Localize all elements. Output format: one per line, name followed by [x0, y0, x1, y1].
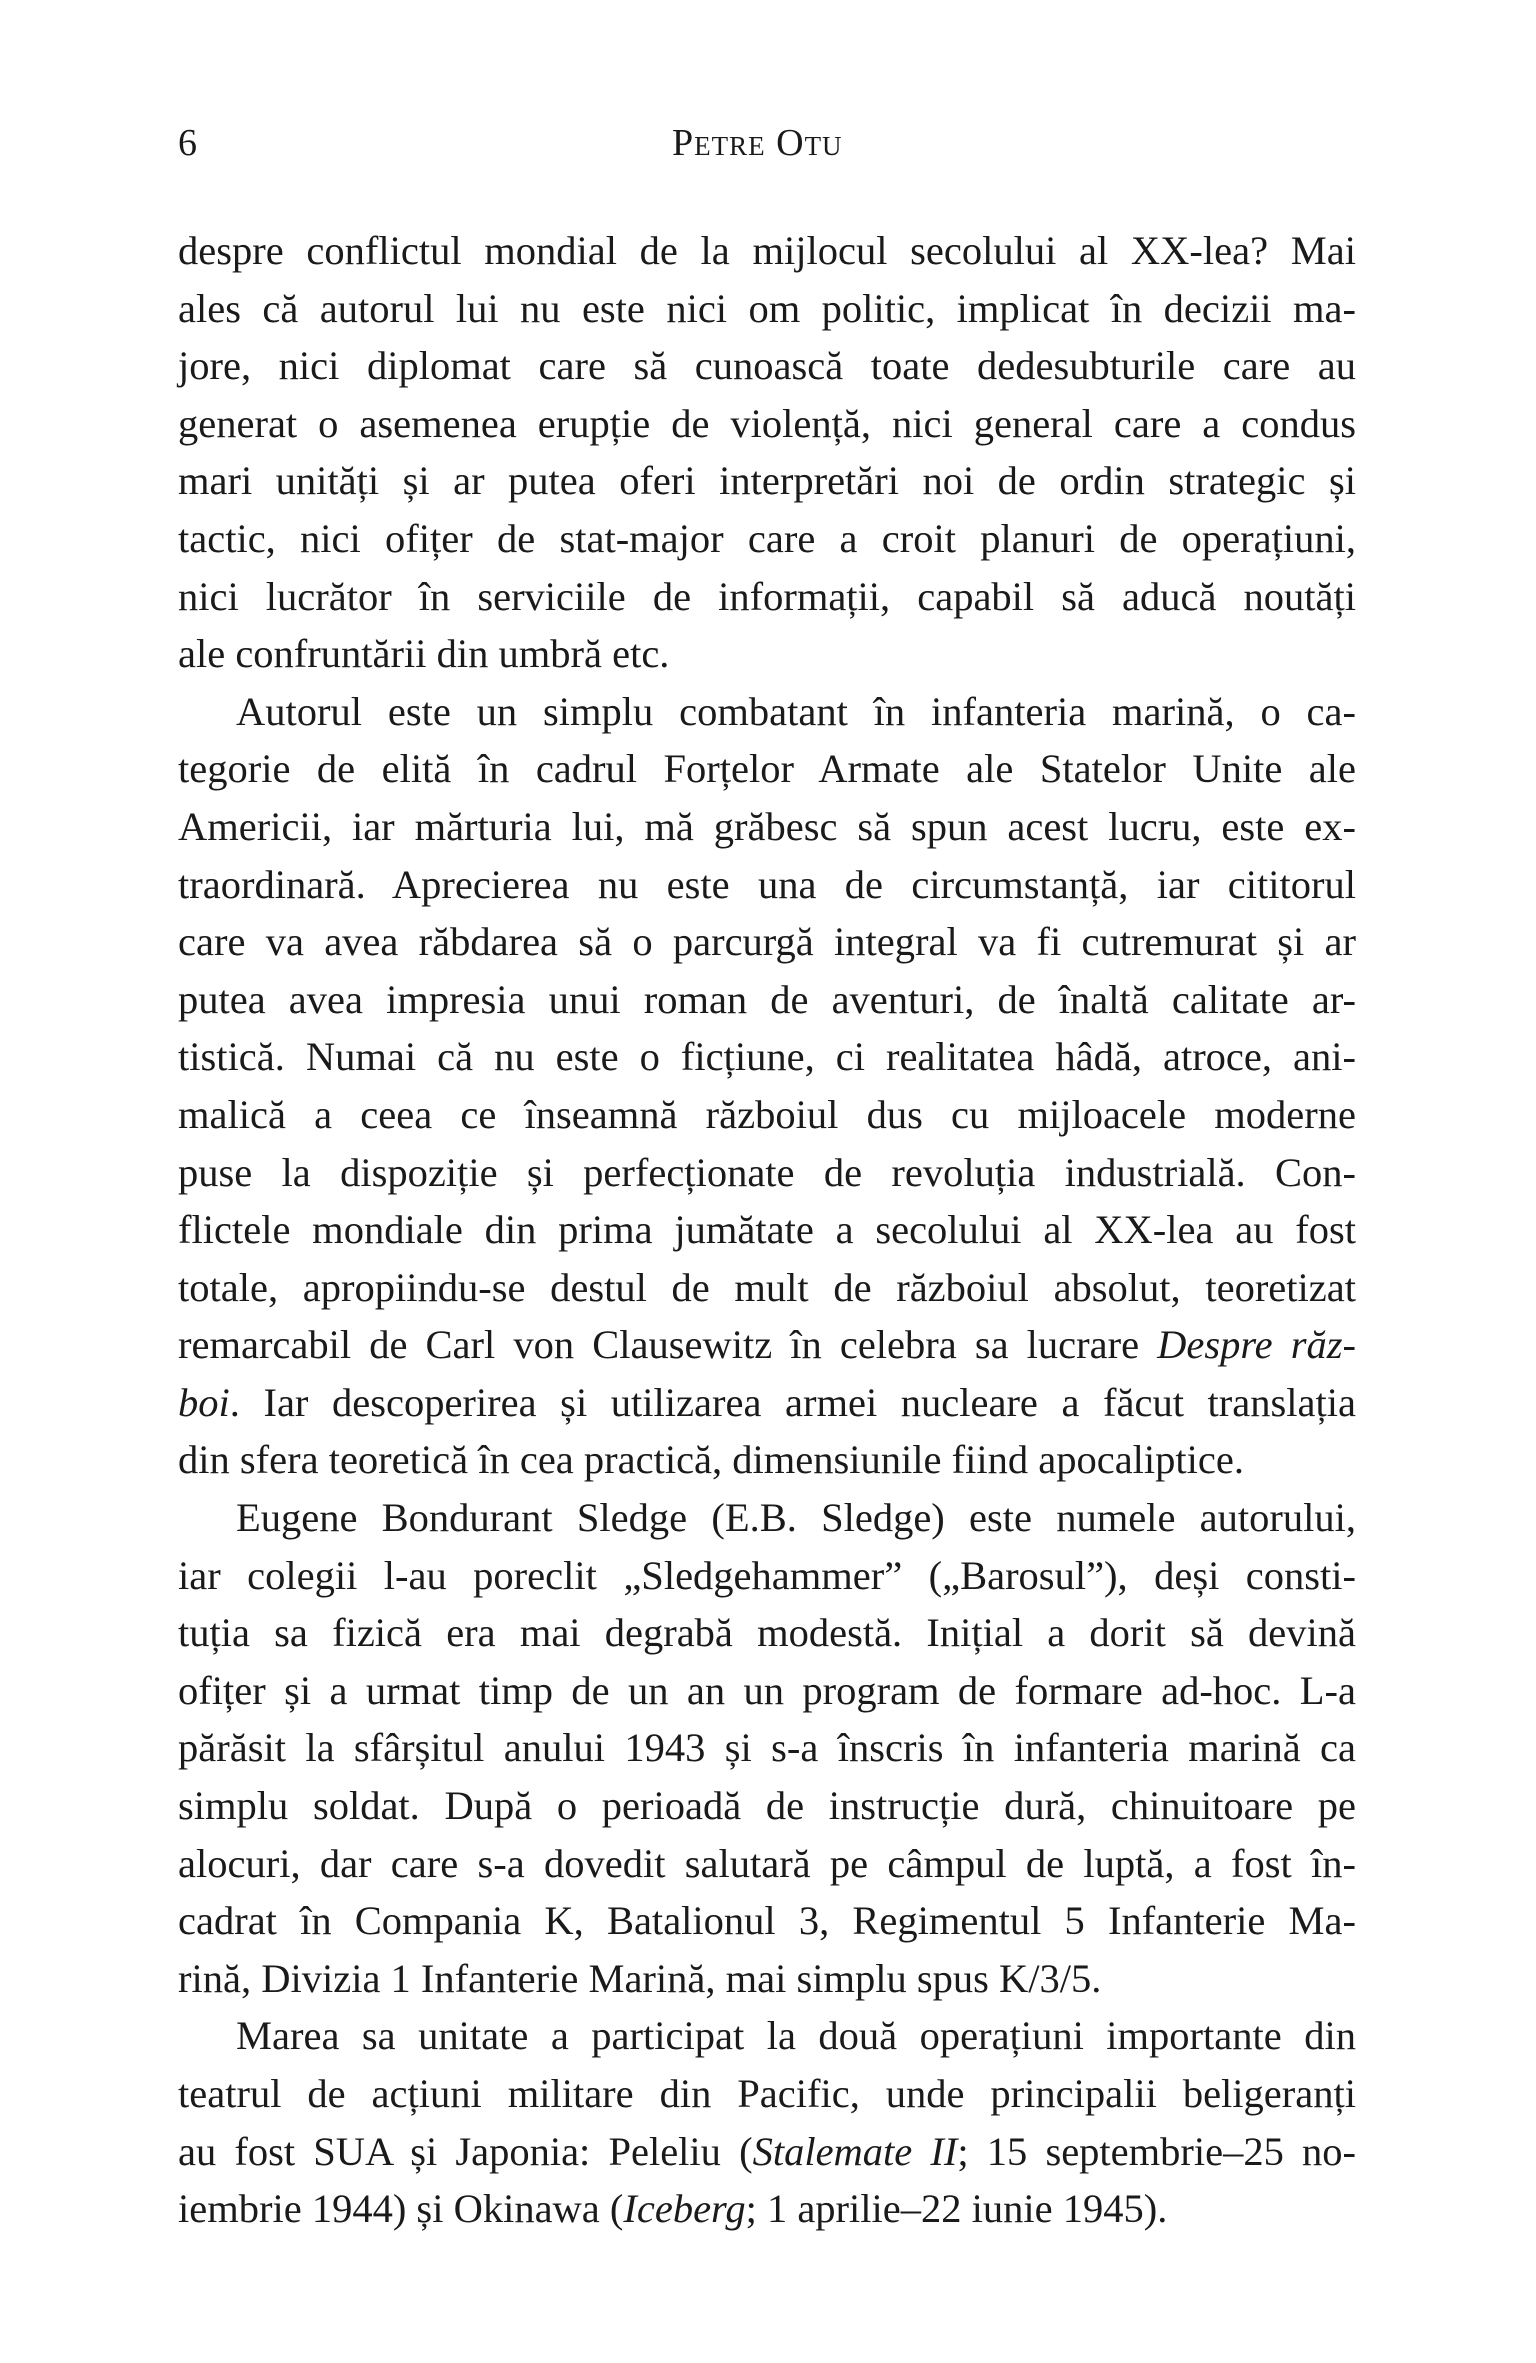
text-line [178, 1777, 1356, 1835]
text-line [178, 1374, 1356, 1432]
text-run: ales că autorul lui nu este nici om politic, implicat în decizii ma- [178, 285, 1356, 331]
text-line [178, 1201, 1356, 1259]
text-line [178, 1144, 1356, 1202]
text-run: remarcabil de Carl von Clausewitz în celebra sa lucrare [178, 1322, 1158, 1368]
text-run: cadrat în Compania K, Batalionul 3, Regimentul 5 Infanterie Ma- [178, 1898, 1356, 1944]
text-line [178, 1835, 1356, 1893]
text-line [178, 1604, 1356, 1662]
text-line [178, 2007, 1356, 2065]
text-run: Autorul este un simplu combatant în infanteria marină, o ca- [236, 688, 1356, 734]
text-run: ; 1 aprilie–22 iunie 1945). [745, 2186, 1168, 2232]
text-run: rină, Divizia 1 Infanterie Marină, mai simplu spus K/3/5. [178, 1955, 1102, 2001]
paragraph [178, 222, 1356, 683]
italic-title: Iceberg [623, 2186, 746, 2232]
text-run: traordinară. Aprecierea nu este una de circumstanță, iar cititorul [178, 861, 1356, 907]
text-line [178, 971, 1356, 1029]
running-header [178, 118, 1356, 168]
text-run: jore, nici diplomat care să cunoască toate dedesubturile care au [178, 343, 1356, 389]
text-run: flictele mondiale din prima jumătate a secolului al XX-lea au fost [178, 1207, 1356, 1253]
text-run: alocuri, dar care s-a dovedit salutară pe câmpul de luptă, a fost în- [178, 1840, 1356, 1886]
text-run: ; 15 septembrie–25 no- [957, 2128, 1357, 2174]
text-line [178, 1259, 1356, 1317]
text-run: ofițer și a urmat timp de un an un program de formare ad-hoc. L-a [178, 1667, 1356, 1713]
text-line [178, 568, 1356, 626]
text-run: totale, apropiindu-se destul de mult de războiul absolut, teoretizat [178, 1264, 1356, 1310]
text-run: părăsit la sfârșitul anului 1943 și s-a înscris în infanteria marină ca [178, 1725, 1356, 1771]
text-line [178, 2123, 1356, 2181]
text-line [178, 1892, 1356, 1950]
paragraph [178, 1489, 1356, 2007]
text-run: generat o asemenea erupție de violență, nici general care a condus [178, 400, 1356, 446]
text-line [178, 740, 1356, 798]
text-run: tactic, nici ofițer de stat-major care a croit planuri de operațiuni, [178, 515, 1356, 561]
text-run: puse la dispoziție și perfecționate de revoluția industrială. Con- [178, 1149, 1356, 1195]
text-run: iar colegii l-au poreclit „Sledgehammer” („Barosul”), deși consti- [178, 1552, 1356, 1598]
text-line [178, 1719, 1356, 1777]
text-run: Marea sa unitate a participat la două operațiuni importante din [236, 2013, 1356, 2059]
text-line [178, 452, 1356, 510]
text-run: Eugene Bondurant Sledge (E.B. Sledge) este numele autorului, [236, 1495, 1356, 1541]
text-run: tegorie de elită în cadrul Forțelor Armate ale Statelor Unite ale [178, 746, 1356, 792]
text-line [178, 337, 1356, 395]
text-run: Americii, iar mărturia lui, mă grăbesc să spun acest lucru, este ex- [178, 803, 1356, 849]
text-line [178, 913, 1356, 971]
text-run: teatrul de acțiuni militare din Pacific, unde principalii beligeranți [178, 2071, 1356, 2116]
italic-title: Stalemate II [752, 2128, 958, 2174]
paragraph [178, 683, 1356, 1489]
text-line [178, 798, 1356, 856]
text-run: malică a ceea ce înseamnă războiul dus cu mijloacele moderne [178, 1091, 1356, 1137]
text-line [178, 1547, 1356, 1605]
text-line [178, 683, 1356, 741]
italic-title: Despre răz- [1157, 1322, 1356, 1368]
text-run: nici lucrător în serviciile de informații, capabil să aducă noutăți [178, 573, 1356, 619]
text-line [178, 1950, 1356, 2008]
text-run: au fost SUA și Japonia: Peleliu ( [178, 2128, 753, 2174]
text-line [178, 2065, 1356, 2123]
text-run: mari unități și ar putea oferi interpretări noi de ordin strategic și [178, 458, 1356, 504]
text-run: din sfera teoretică în cea practică, dimensiunile fiind apocaliptice. [178, 1437, 1245, 1483]
text-line [178, 395, 1356, 453]
text-run: despre conflictul mondial de la mijlocul secolului al XX-lea? Mai [178, 228, 1356, 273]
text-line [178, 1316, 1356, 1374]
text-run: care va avea răbdarea să o parcurgă integral va fi cutremurat și ar [178, 919, 1356, 965]
text-run: ale confruntării din umbră etc. [178, 631, 670, 677]
text-run: putea avea impresia unui roman de aventuri, de înaltă calitate ar- [178, 976, 1356, 1022]
text-line [178, 1662, 1356, 1720]
text-line [178, 856, 1356, 914]
text-run: simplu soldat. După o perioadă de instrucție dură, chinuitoare pe [178, 1783, 1356, 1829]
text-run: iembrie 1944) și Okinawa ( [178, 2186, 624, 2232]
text-line [178, 1489, 1356, 1547]
italic-title: boi [178, 1379, 230, 1425]
text-line [178, 1028, 1356, 1086]
text-run: tistică. Numai că nu este o ficțiune, ci realitatea hâdă, atroce, ani- [178, 1034, 1356, 1080]
text-run: tuția sa fizică era mai degrabă modestă. Inițial a dorit să devină [178, 1610, 1356, 1656]
text-line [178, 2180, 1356, 2238]
page-number: 6 [178, 122, 197, 164]
running-header-author: Petre Otu [672, 122, 843, 164]
paragraph [178, 2007, 1356, 2237]
text-line [178, 625, 1356, 683]
text-line [178, 510, 1356, 568]
text-line [178, 1086, 1356, 1144]
text-line [178, 280, 1356, 338]
text-run: . Iar descoperirea și utilizarea armei nucleare a făcut translația [229, 1379, 1356, 1425]
body-text [178, 222, 1356, 2238]
text-line [178, 222, 1356, 280]
text-line [178, 1431, 1356, 1489]
